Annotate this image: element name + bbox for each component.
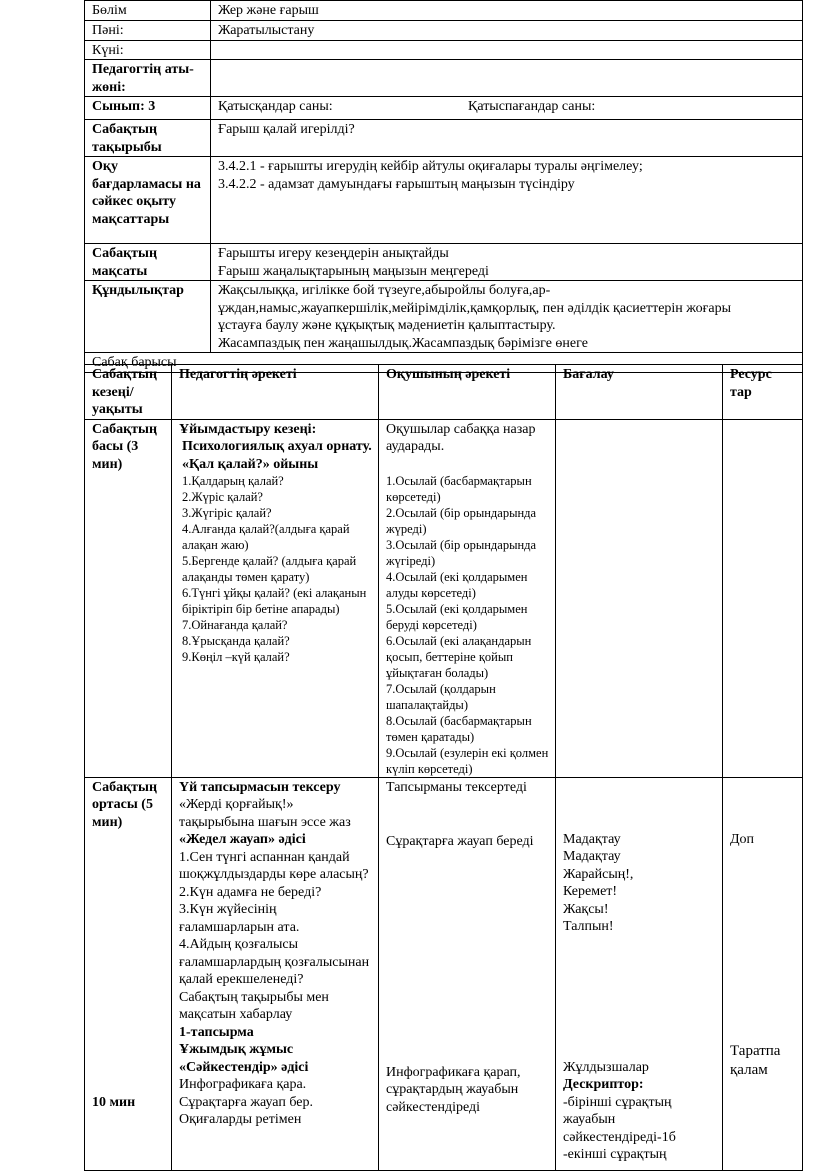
objective-item: 3.4.2.1 - ғарышты игерудің кейбір айтулы оқиғалары туралы әңгімелеу;: [218, 159, 643, 174]
praise-item: Керемет!: [563, 884, 618, 899]
attendance-cell: [211, 97, 803, 120]
question-item: 2.Күн адамға не береді?: [179, 884, 322, 900]
game-item: 4.Алғанда қалай?(алдыға қарай алақан жаю): [182, 522, 350, 552]
praise-item: Жарайсың!,: [563, 866, 634, 882]
question-item: 4.Айдың қозғалысы ғаламшарлардың қозғалысынан қалай ерекшеленеді?: [179, 937, 370, 987]
column-teacher-header: Педагогтің әрекеті: [172, 365, 379, 420]
quick-answer-method: «Жедел жауап» әдісі: [179, 832, 306, 847]
praise-item: Мадақтау: [563, 849, 621, 864]
student-response: 5.Осылай (екі қолдарымен беруді көрсетеді): [386, 601, 528, 632]
student-activity-beginning: [379, 419, 556, 777]
values-line: ұстауға баулу және құқықтық мәдениетін қалыптастыру.: [218, 318, 556, 333]
teacher-name-label: Педагогтің аты-жөні:: [85, 60, 211, 97]
praise-item: Жақсы!: [563, 901, 609, 917]
assessment-beginning: [556, 419, 723, 777]
question-item: 3.Күн жүйесінің ғаламшарларын ата.: [179, 902, 300, 935]
task-work-type: Ұжымдық жұмыс: [179, 1042, 294, 1057]
student-intro: Оқушылар сабаққа назар аударады.: [386, 421, 536, 454]
present-label: Қатысқандар саны:: [218, 99, 333, 114]
objective-item: 3.4.2.2 - адамзат дамуындағы ғарыштың маңызын түсіндіру: [218, 176, 575, 192]
descriptor-item: -екінші сұрақтың: [563, 1147, 667, 1162]
date-label: Күні:: [85, 40, 211, 60]
topic-value: Ғарыш қалай игерілді?: [211, 120, 803, 157]
student-response: 9.Осылай (езулерін екі қолмен күліп көрсетеді): [386, 745, 549, 776]
values-cell: [211, 281, 803, 353]
game-item: 5.Бергенде қалай? (алдыға қарай алақанды төмен қарату): [182, 554, 357, 584]
student-check: Тапсырманы тексертеді: [386, 779, 527, 795]
absent-label: Қатыспағандар саны:: [468, 99, 596, 114]
goal-item: Ғарышты игеру кезеңдерін анықтайды: [218, 246, 449, 261]
class-label: Сынып: 3: [85, 97, 211, 120]
stage-beginning: Сабақтың басы (3 мин): [85, 419, 172, 777]
game-item: 6.Түнгі ұйқы қалай? (екі алақанын біріктіріп бір бетіне апарады): [182, 586, 367, 616]
stage-middle-label: Сабақтың ортасы (5 мин): [92, 779, 158, 830]
section-value: Жер және ғарыш: [211, 1, 803, 21]
values-line: Жасампаздық пен жаңашылдық.Жасампаздық бәрімізге өнеге: [218, 335, 588, 351]
announce-text: Сабақтың тақырыбы мен мақсатын хабарлау: [179, 989, 329, 1022]
lesson-flow-title: Сабақ барысы: [85, 353, 803, 373]
psychology-heading: Психологиялық ахуал орнату.: [182, 439, 372, 454]
column-resources-header: Ресурс тар: [723, 365, 803, 420]
values-label: Құндылықтар: [85, 281, 211, 353]
student-response: 8.Осылай (басбармақтарын төмен қаратады): [386, 713, 532, 744]
lesson-header-table: [84, 0, 803, 373]
organizing-heading: Ұйымдастыру кезеңі:: [179, 421, 317, 437]
lesson-flow-table: [84, 364, 803, 1171]
teacher-activity-beginning: [172, 419, 379, 777]
teacher-activity-middle: [172, 777, 379, 1170]
goal-label: Сабақтың мақсаты: [85, 244, 211, 281]
student-response: 1.Осылай (басбармақтарын көрсетеді): [386, 473, 532, 504]
stage-middle: [85, 777, 172, 1170]
student-response: 3.Осылай (бір орындарында жүгіреді): [386, 537, 537, 568]
objectives-label: Оқу бағдарламасы на сәйкес оқыту мақсаттары: [85, 157, 211, 244]
topic-label: Сабақтың тақырыбы: [85, 120, 211, 157]
student-response: 4.Осылай (екі қолдарымен алуды көрсетеді): [386, 569, 528, 600]
game-item: 2.Жүріс қалай?: [182, 490, 263, 504]
student-activity-middle: [379, 777, 556, 1170]
subject-value: Жаратылыстану: [211, 21, 803, 41]
student-response: 7.Осылай (қолдарын шапалақтайды): [386, 681, 496, 712]
game-item: 9.Көңіл –күй қалай?: [182, 650, 290, 664]
resources-beginning: [723, 419, 803, 777]
stage-middle-time: 10 мин: [92, 1094, 136, 1110]
student-answer: Сұрақтарға жауап береді: [386, 833, 534, 849]
praise-item: Талпын!: [563, 919, 614, 934]
date-value: [211, 40, 803, 60]
descriptor-item: -бірінші сұрақтың жауабын сәйкестендіреді-1б: [563, 1094, 676, 1145]
game-item: 7.Ойнағанда қалай?: [182, 618, 288, 632]
student-response: 6.Осылай (екі алақандарын қосып, беттеріне қойып ұйықтаған болады): [386, 633, 532, 680]
assessment-middle: [556, 777, 723, 1170]
column-student-header: Оқушының әрекеті: [379, 365, 556, 420]
objectives-cell: [211, 157, 803, 244]
goals-cell: [211, 244, 803, 281]
subject-label: Пәні:: [85, 21, 211, 41]
values-line: ұждан,намыс,жауапкершілік,мейірімділік,қамқорлық, пен әділдік қасиеттерін жоғары: [218, 300, 731, 316]
resources-middle: [723, 777, 803, 1170]
student-infographic: Инфографикаға қарап, сұрақтардың жауабын сәйкестендіреді: [386, 1064, 521, 1115]
descriptor-label: Дескриптор:: [563, 1077, 644, 1092]
column-assessment-header: Бағалау: [556, 365, 723, 420]
student-response: 2.Осылай (бір орындарында жүреді): [386, 505, 537, 536]
game-heading: «Қал қалай?» ойыны: [182, 456, 319, 472]
praise-item: Мадақтау: [563, 831, 621, 847]
game-item: 1.Қалдарың қалай?: [182, 474, 284, 488]
resource-handout: Таратпа қалам: [730, 1042, 781, 1078]
values-line: Жақсылыққа, игілікке бой түзеуге,абыройлы болуға,ар-: [218, 283, 551, 298]
task-text: Инфографикаға қара. Сұрақтарға жауап бер. Оқиғаларды ретімен: [179, 1077, 313, 1127]
game-item: 3.Жүгіріс қалай?: [182, 506, 272, 520]
game-item: 8.Ұрысқанда қалай?: [182, 634, 290, 648]
goal-item: Ғарыш жаңалықтарының маңызын меңгереді: [218, 263, 489, 279]
homework-text: «Жерді қорғайық!» тақырыбына шағын эссе жаз: [179, 797, 351, 830]
task-title: 1-тапсырма: [179, 1024, 254, 1040]
resource-ball: Доп: [730, 831, 755, 847]
teacher-name-value: [211, 60, 803, 97]
question-item: 1.Сен түнгі аспаннан қандай шоқжұлдыздарды көре аласың?: [179, 849, 369, 882]
column-stage-header: Сабақтың кезеңі/ уақыты: [85, 365, 172, 420]
stars-label: Жұлдызшалар: [563, 1059, 649, 1075]
task-method: «Сәйкестендір» әдісі: [179, 1059, 309, 1075]
homework-heading: Үй тапсырмасын тексеру: [179, 779, 341, 795]
section-label: Бөлім: [85, 1, 211, 21]
